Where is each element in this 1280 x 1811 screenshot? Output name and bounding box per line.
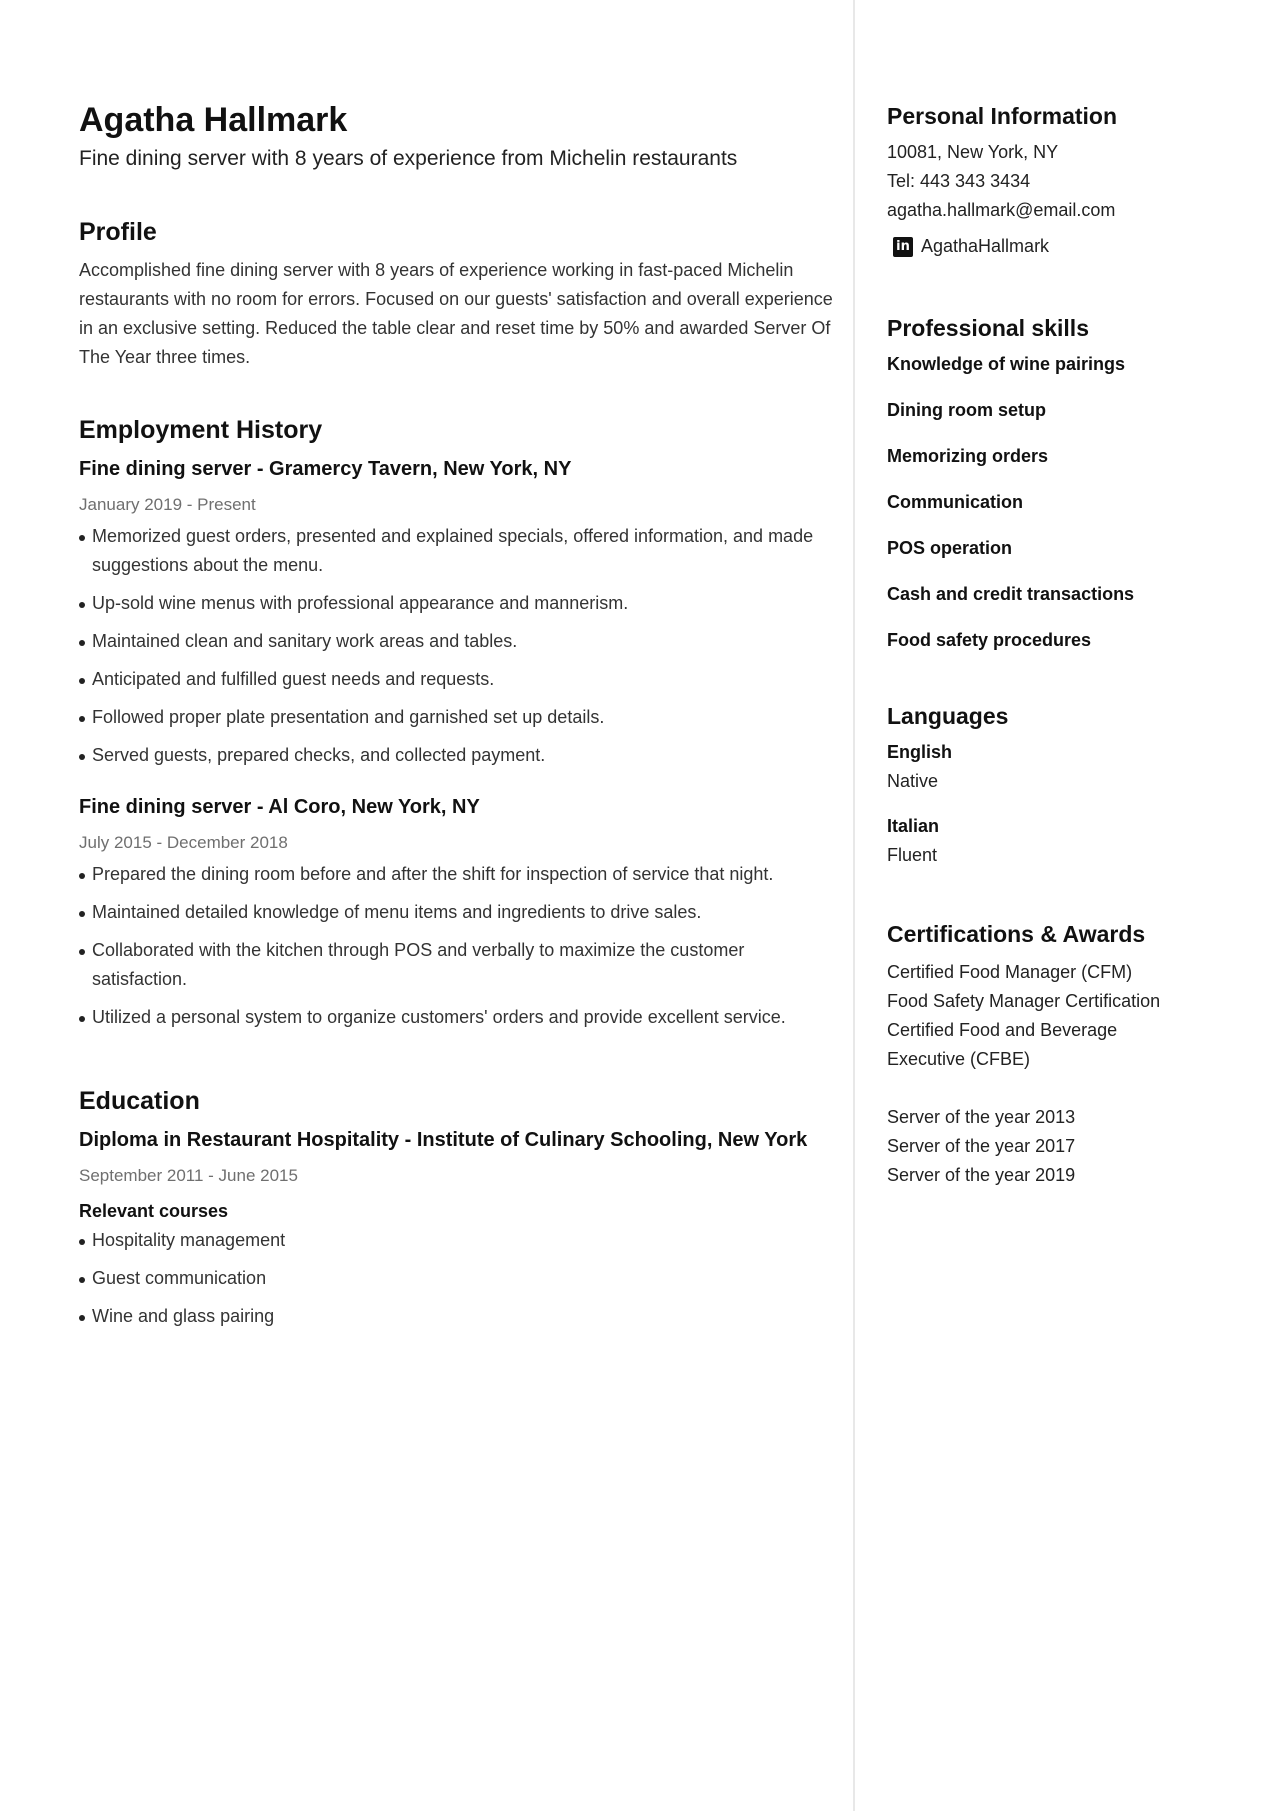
language-name: English	[887, 742, 953, 762]
job-entry	[79, 793, 834, 1032]
list-item: Maintained clean and sanitary work areas and tables.	[79, 627, 834, 656]
linkedin-icon: in	[893, 237, 913, 257]
skill-item: Memorizing orders	[887, 446, 1049, 466]
sidebar	[887, 100, 1247, 1190]
education-title: Diploma in Restaurant Hospitality - Institute of Culinary Schooling, New York	[79, 1129, 808, 1151]
job-entry	[79, 455, 834, 770]
courses-label: Relevant courses	[79, 1201, 229, 1221]
employment-heading: Employment History	[79, 416, 323, 444]
job-dates: January 2019 - Present	[79, 495, 256, 514]
award-item: Server of the year 2017	[887, 1136, 1076, 1156]
candidate-name: Agatha Hallmark	[79, 101, 348, 139]
job-dates: July 2015 - December 2018	[79, 833, 288, 852]
list-item: Hospitality management	[79, 1226, 834, 1255]
list-item: Served guests, prepared checks, and collected payment.	[79, 741, 834, 770]
list-item: Anticipated and fulfilled guest needs and requests.	[79, 665, 834, 694]
linkedin-handle: AgathaHallmark	[921, 236, 1050, 256]
skill-item: POS operation	[887, 538, 1013, 558]
list-item: Wine and glass pairing	[79, 1302, 834, 1331]
profile-text: Accomplished fine dining server with 8 years of experience working in fast-paced Michelin restaurants with no room for errors. Focused on our guests' satisfaction and overall experience in an exclusive setting. Reduced the table clear and reset time by 50% and awarded Server Of The Year three times.	[79, 260, 833, 367]
list-item: Up-sold wine menus with professional appearance and mannerism.	[79, 589, 834, 618]
list-item: Maintained detailed knowledge of menu items and ingredients to drive sales.	[79, 898, 834, 927]
courses-list	[79, 1226, 834, 1331]
award-item: Server of the year 2013	[887, 1107, 1076, 1127]
personal-info-section	[887, 100, 1247, 261]
job-bullets	[79, 860, 834, 1032]
languages-heading: Languages	[887, 703, 1009, 729]
list-item: Followed proper plate presentation and garnished set up details.	[79, 703, 834, 732]
skill-item: Food safety procedures	[887, 630, 1092, 650]
education-section	[79, 1083, 834, 1331]
list-item: Guest communication	[79, 1264, 834, 1293]
education-heading: Education	[79, 1087, 200, 1115]
skills-section	[887, 312, 1247, 655]
award-item: Server of the year 2019	[887, 1165, 1076, 1185]
list-item: Memorized guest orders, presented and explained specials, offered information, and made suggestions about the menu.	[79, 522, 834, 580]
linkedin-link[interactable]	[887, 232, 1247, 261]
job-title: Fine dining server - Al Coro, New York, NY	[79, 796, 480, 818]
language-level: Fluent	[887, 845, 938, 865]
job-bullets	[79, 522, 834, 770]
language-name: Italian	[887, 816, 940, 836]
skills-heading: Professional skills	[887, 315, 1089, 341]
main-column	[79, 96, 834, 1340]
profile-section	[79, 214, 834, 372]
address: 10081, New York, NY	[887, 142, 1059, 162]
language-level: Native	[887, 771, 939, 791]
certifications-heading: Certifications & Awards	[887, 921, 1146, 947]
list-item: Utilized a personal system to organize customers' orders and provide excellent service.	[79, 1003, 834, 1032]
candidate-tagline: Fine dining server with 8 years of experience from Michelin restaurants	[79, 147, 738, 170]
employment-section	[79, 412, 834, 1032]
skill-item: Communication	[887, 492, 1024, 512]
certification-item: Certified Food Manager (CFM)	[887, 962, 1133, 982]
personal-info-heading: Personal Information	[887, 103, 1118, 129]
certification-item: Certified Food and Beverage Executive (CFBE)	[887, 1020, 1118, 1069]
certification-item: Food Safety Manager Certification	[887, 991, 1161, 1011]
job-title: Fine dining server - Gramercy Tavern, New York, NY	[79, 458, 572, 480]
certifications-section	[887, 918, 1247, 1190]
list-item: Collaborated with the kitchen through POS and verbally to maximize the customer satisfaction.	[79, 936, 834, 994]
column-divider	[853, 0, 855, 1811]
skill-item: Knowledge of wine pairings	[887, 354, 1126, 374]
email-link[interactable]: agatha.hallmark@email.com	[887, 200, 1116, 220]
skill-item: Dining room setup	[887, 400, 1046, 420]
phone: Tel: 443 343 3434	[887, 171, 1031, 191]
languages-section	[887, 700, 1247, 870]
education-dates: September 2011 - June 2015	[79, 1166, 298, 1185]
list-item: Prepared the dining room before and after the shift for inspection of service that night.	[79, 860, 834, 889]
profile-heading: Profile	[79, 218, 157, 246]
skill-item: Cash and credit transactions	[887, 584, 1135, 604]
